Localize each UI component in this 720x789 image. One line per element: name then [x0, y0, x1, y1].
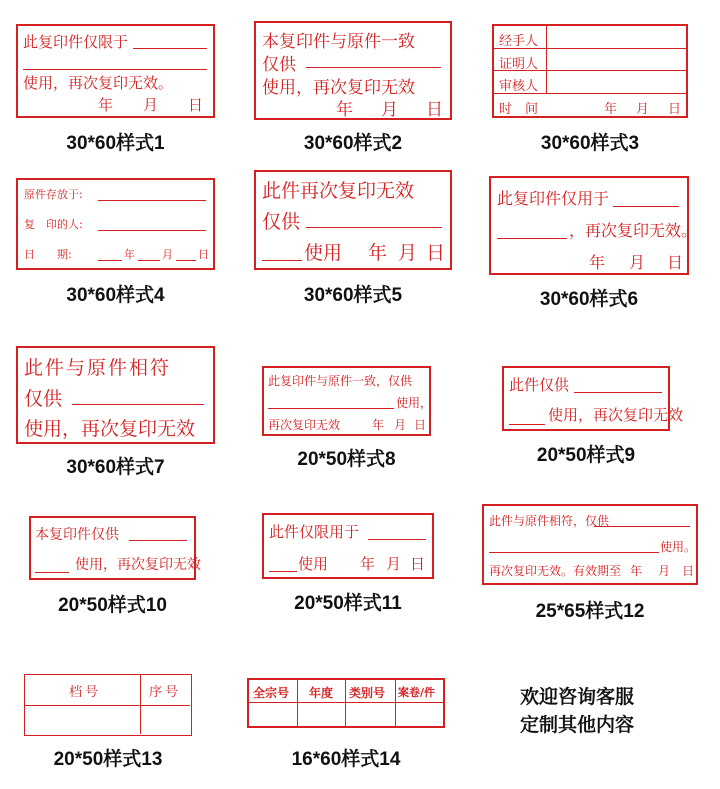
- stamp-date-day: 日: [414, 418, 427, 432]
- stamp-caption: 30*60样式1: [66, 133, 165, 154]
- stamp-date-month: 月: [386, 555, 402, 573]
- blank-line: [98, 200, 206, 201]
- stamp-caption: 20*50样式13: [53, 749, 163, 770]
- blank-line: [574, 392, 662, 393]
- blank-line: [368, 539, 426, 540]
- table-divider: [345, 680, 346, 726]
- stamp-caption: 30*60样式6: [539, 289, 639, 310]
- table-label: 案卷/件: [398, 686, 436, 699]
- table-label: 类别号: [349, 686, 386, 700]
- blank-line: [133, 48, 207, 49]
- stamp-caption: 30*60样式7: [66, 457, 165, 478]
- stamp-9: [502, 366, 684, 431]
- stamp-caption: 20*50样式11: [294, 593, 402, 614]
- blank-line: [268, 408, 394, 409]
- blank-line: [509, 424, 545, 425]
- blank-line: [35, 572, 69, 573]
- stamp-12: [482, 504, 698, 585]
- stamp-date-day: 日: [198, 248, 209, 261]
- stamp-10: [29, 516, 201, 580]
- stamp-text: 使用。: [660, 540, 697, 554]
- stamp-5: [254, 170, 452, 270]
- stamp-text: 本复印件与原件一致: [262, 32, 415, 52]
- blank-line: [72, 404, 204, 405]
- stamp-date-day: 日: [188, 96, 204, 114]
- promo-line-1: 欢迎咨询客服: [520, 686, 635, 708]
- blank-line: [306, 227, 442, 228]
- stamp-text: ，再次复印无效。: [569, 221, 698, 240]
- stamp-date-year: 年: [368, 242, 388, 264]
- stamp-date-day: 日: [682, 564, 695, 578]
- table-divider: [25, 705, 190, 706]
- stamp-text: 使用，再次复印无效: [24, 418, 196, 440]
- stamp-date-month: 月: [143, 96, 159, 114]
- stamp-caption: 30*60样式3: [540, 133, 640, 154]
- promo-line-2: 定制其他内容: [520, 714, 635, 736]
- stamp-text: 使用: [298, 555, 329, 573]
- stamp-2: [254, 21, 452, 120]
- blank-line: [269, 571, 297, 572]
- stamp-text: 再次复印无效。有效期至: [489, 564, 622, 578]
- table-divider: [249, 702, 443, 703]
- stamp-date-month: 月: [398, 242, 418, 264]
- stamp-date-year: 年: [360, 555, 376, 573]
- table-divider: [297, 680, 298, 726]
- stamp-text: 此件仅限用于: [269, 523, 360, 541]
- stamp-caption: 20*50样式10: [58, 595, 167, 616]
- stamp-date-month: 月: [629, 253, 646, 272]
- stamp-7: [16, 346, 215, 444]
- stamp-text: 此复印件仅用于: [497, 189, 610, 208]
- stamp-text: 此件再次复印无效: [262, 180, 415, 202]
- stamp-8: [262, 366, 431, 436]
- blank-line: [262, 260, 302, 261]
- stamp-caption: 16*60样式14: [291, 749, 401, 770]
- stamp-text: 仅供: [24, 388, 63, 410]
- stamp-text: 仅供: [262, 55, 296, 75]
- blank-line: [129, 540, 187, 541]
- stamp-3: [492, 24, 688, 118]
- stamp-date-year: 年: [124, 248, 135, 261]
- stamp-date-year: 年: [98, 96, 114, 114]
- stamp-date-day: 日: [410, 555, 426, 573]
- stamp-text: 使用，再次复印无效。: [23, 74, 174, 92]
- stamp-date-year: 年: [630, 564, 643, 578]
- stamp-caption: 20*50样式8: [297, 449, 396, 470]
- stamp-date-month: 月: [381, 100, 398, 120]
- stamp-text: 使用，再次复印无效: [262, 78, 415, 98]
- table-label: 年度: [309, 686, 334, 700]
- stamp-4: [16, 178, 215, 270]
- stamp-text: 使用，再次复印无效: [75, 557, 201, 573]
- stamp-caption: 20*50样式9: [536, 445, 636, 466]
- stamp-date-year: 年: [372, 418, 385, 432]
- table-label: 全宗号: [253, 686, 290, 700]
- blank-line: [176, 260, 196, 261]
- stamp-text: 仅供: [262, 211, 301, 233]
- stamp-date-day: 日: [667, 253, 684, 272]
- stamp-caption: 30*60样式4: [66, 285, 165, 306]
- stamp-text: 此件与原件相符，仅供: [489, 514, 610, 528]
- table-divider: [395, 680, 396, 726]
- stamp-date-month: 月: [658, 564, 671, 578]
- stamp-caption: 25*65样式12: [535, 601, 645, 622]
- blank-line: [594, 526, 690, 527]
- stamp-text: 本复印件仅供: [35, 527, 119, 543]
- stamp-text: 此件与原件相符: [24, 357, 172, 379]
- stamp-date-month: 月: [636, 102, 650, 117]
- table-label: 经手人: [499, 34, 539, 49]
- stamp-14: [247, 678, 445, 728]
- blank-line: [98, 260, 122, 261]
- stamp-1: [16, 24, 215, 118]
- stamp-text: 复 印的人:: [24, 218, 83, 231]
- stamp-date-year: 年: [589, 253, 606, 272]
- blank-line: [23, 69, 207, 70]
- table-label: 时 间: [499, 102, 539, 117]
- stamp-text: 此复印件仅限于: [23, 33, 129, 51]
- stamp-6: [489, 176, 698, 275]
- table-label: 序号: [149, 685, 182, 700]
- table-label: 档号: [69, 685, 102, 700]
- table-divider: [546, 26, 547, 93]
- stamp-date-day: 日: [426, 100, 443, 120]
- stamp-date-year: 年: [336, 100, 353, 120]
- blank-line: [138, 260, 160, 261]
- table-label: 审核人: [499, 79, 539, 94]
- blank-line: [497, 238, 567, 239]
- stamp-text: 原件存放于:: [24, 188, 83, 201]
- stamp-date-month: 月: [394, 418, 407, 432]
- stamp-date-day: 日: [426, 242, 446, 264]
- blank-line: [98, 230, 206, 231]
- stamp-text: 使用，再次复印无效: [548, 406, 684, 424]
- blank-line: [489, 552, 659, 553]
- stamp-text: 日 期:: [24, 248, 72, 261]
- blank-line: [613, 206, 679, 207]
- stamp-text: 此件仅供: [509, 376, 570, 394]
- blank-line: [306, 67, 441, 68]
- stamp-text: 此复印件与原件一致，仅供: [268, 374, 413, 388]
- stamp-text: 使用，: [396, 396, 433, 410]
- stamp-11: [262, 513, 434, 579]
- stamp-text: 使用: [304, 242, 343, 264]
- stamp-date-year: 年: [604, 102, 618, 117]
- stamp-date-month: 月: [162, 248, 173, 261]
- stamp-date-day: 日: [668, 102, 682, 117]
- stamp-caption: 30*60样式2: [303, 133, 403, 154]
- stamp-text: 再次复印无效: [268, 418, 341, 432]
- stamp-13: [24, 674, 192, 736]
- table-label: 证明人: [499, 57, 539, 72]
- stamp-caption: 30*60样式5: [303, 285, 403, 306]
